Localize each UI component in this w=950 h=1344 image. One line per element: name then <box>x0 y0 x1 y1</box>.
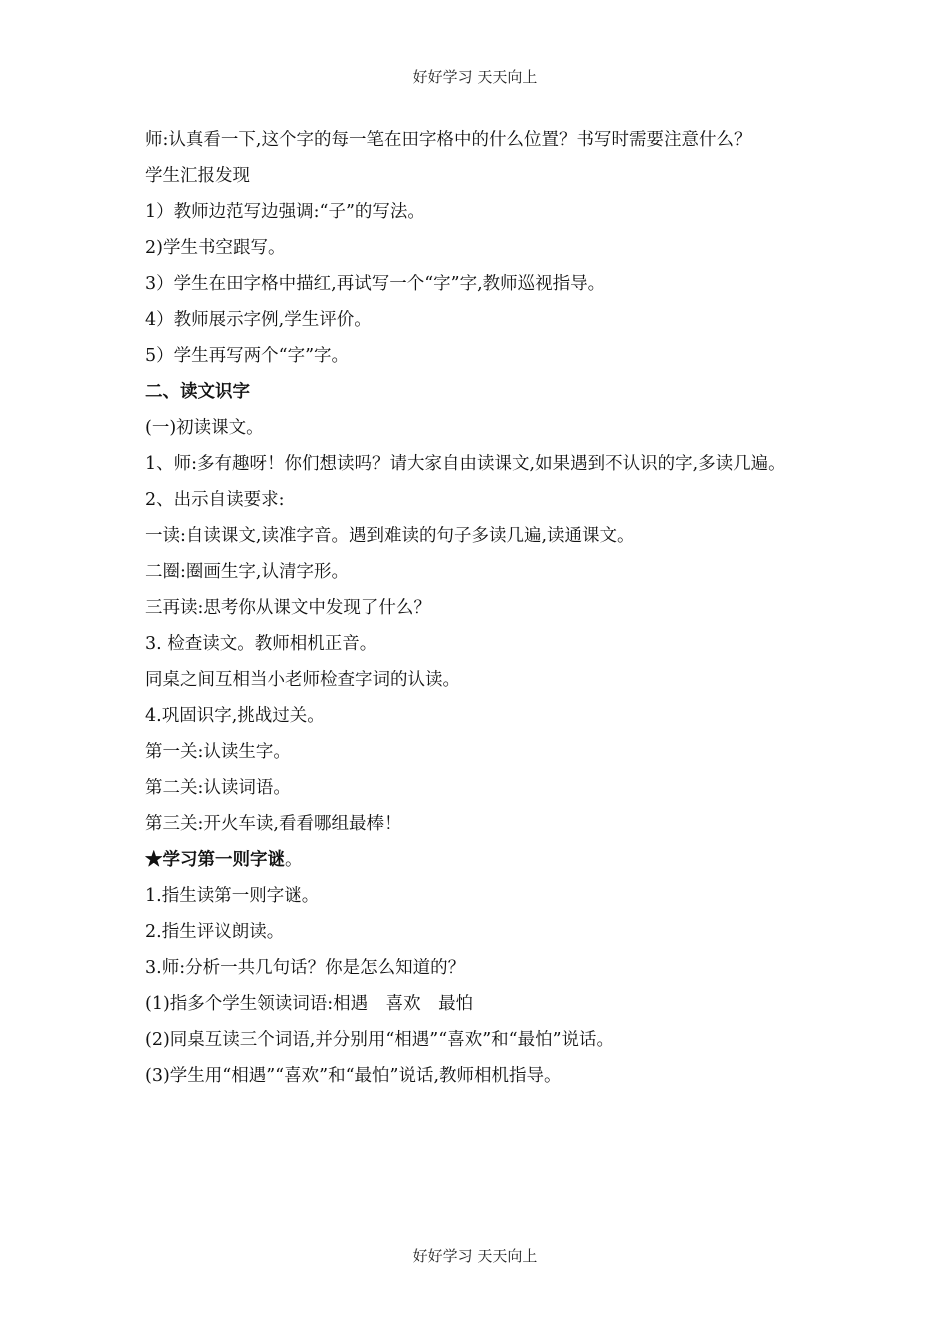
page-header: 好好学习 天天向上 <box>412 68 538 86</box>
step-4-line: 4）教师展示字例,学生评价。 <box>145 310 372 330</box>
riddle-step-2-line: 2.指生评议朗读。 <box>145 922 285 942</box>
sub-step-3-line: (3)学生用“相遇”“喜欢”和“最怕”说话,教师相机指导。 <box>145 1066 562 1086</box>
reading-requirements-line: 2、出示自读要求: <box>145 490 285 510</box>
level-3-line: 第三关:开火车读,看看哪组最棒！ <box>145 814 402 834</box>
riddle-step-1-line: 1.指生读第一则字谜。 <box>145 886 320 906</box>
level-1-line: 第一关:认读生字。 <box>145 742 291 762</box>
step-1-line: 1）教师边范写边强调:“子”的写法。 <box>145 202 425 222</box>
step-3-line: 3）学生在田字格中描红,再试写一个“字”字,教师巡视指导。 <box>145 274 606 294</box>
step-5-line: 5）学生再写两个“字”字。 <box>145 346 350 366</box>
riddle-heading-bold: ★学习第一则字谜 <box>145 850 285 870</box>
requirement-2-line: 二圈:圈画生字,认清字形。 <box>145 562 349 582</box>
requirement-3-line: 三再读:思考你从课文中发现了什么？ <box>145 598 431 618</box>
level-2-line: 第二关:认读词语。 <box>145 778 291 798</box>
sub-step-1-line: (1)指多个学生领读词语:相遇 喜欢 最怕 <box>145 994 474 1014</box>
riddle-heading-tail: 。 <box>285 850 303 870</box>
deskmate-check-line: 同桌之间互相当小老师检查字词的认读。 <box>145 670 460 690</box>
teacher-question-paragraph: 师:认真看一下,这个字的每一笔在田字格中的什么位置？书写时需要注意什么？ <box>145 130 752 150</box>
subsection-heading: (一)初读课文。 <box>145 418 264 438</box>
document-body <box>145 122 813 1094</box>
riddle-step-3-line: 3.师:分析一共几句话？你是怎么知道的？ <box>145 958 466 978</box>
requirement-1-line: 一读:自读课文,读准字音。遇到难读的句子多读几遍,读通课文。 <box>145 526 635 546</box>
section-heading: 二、读文识字 <box>145 382 250 402</box>
consolidate-line: 4.巩固识字,挑战过关。 <box>145 706 325 726</box>
check-reading-line: 3. 检查读文。教师相机正音。 <box>145 634 378 654</box>
teacher-prompt-paragraph: 1、师:多有趣呀！你们想读吗？请大家自由读课文,如果遇到不认识的字,多读几遍。 <box>145 454 786 474</box>
riddle-heading <box>145 842 813 878</box>
sub-step-2-line: (2)同桌互读三个词语,并分别用“相遇”“喜欢”和“最怕”说话。 <box>145 1030 615 1050</box>
page-footer: 好好学习 天天向上 <box>412 1247 538 1265</box>
step-2-line: 2)学生书空跟写。 <box>145 238 286 258</box>
student-report-line: 学生汇报发现 <box>145 166 250 186</box>
